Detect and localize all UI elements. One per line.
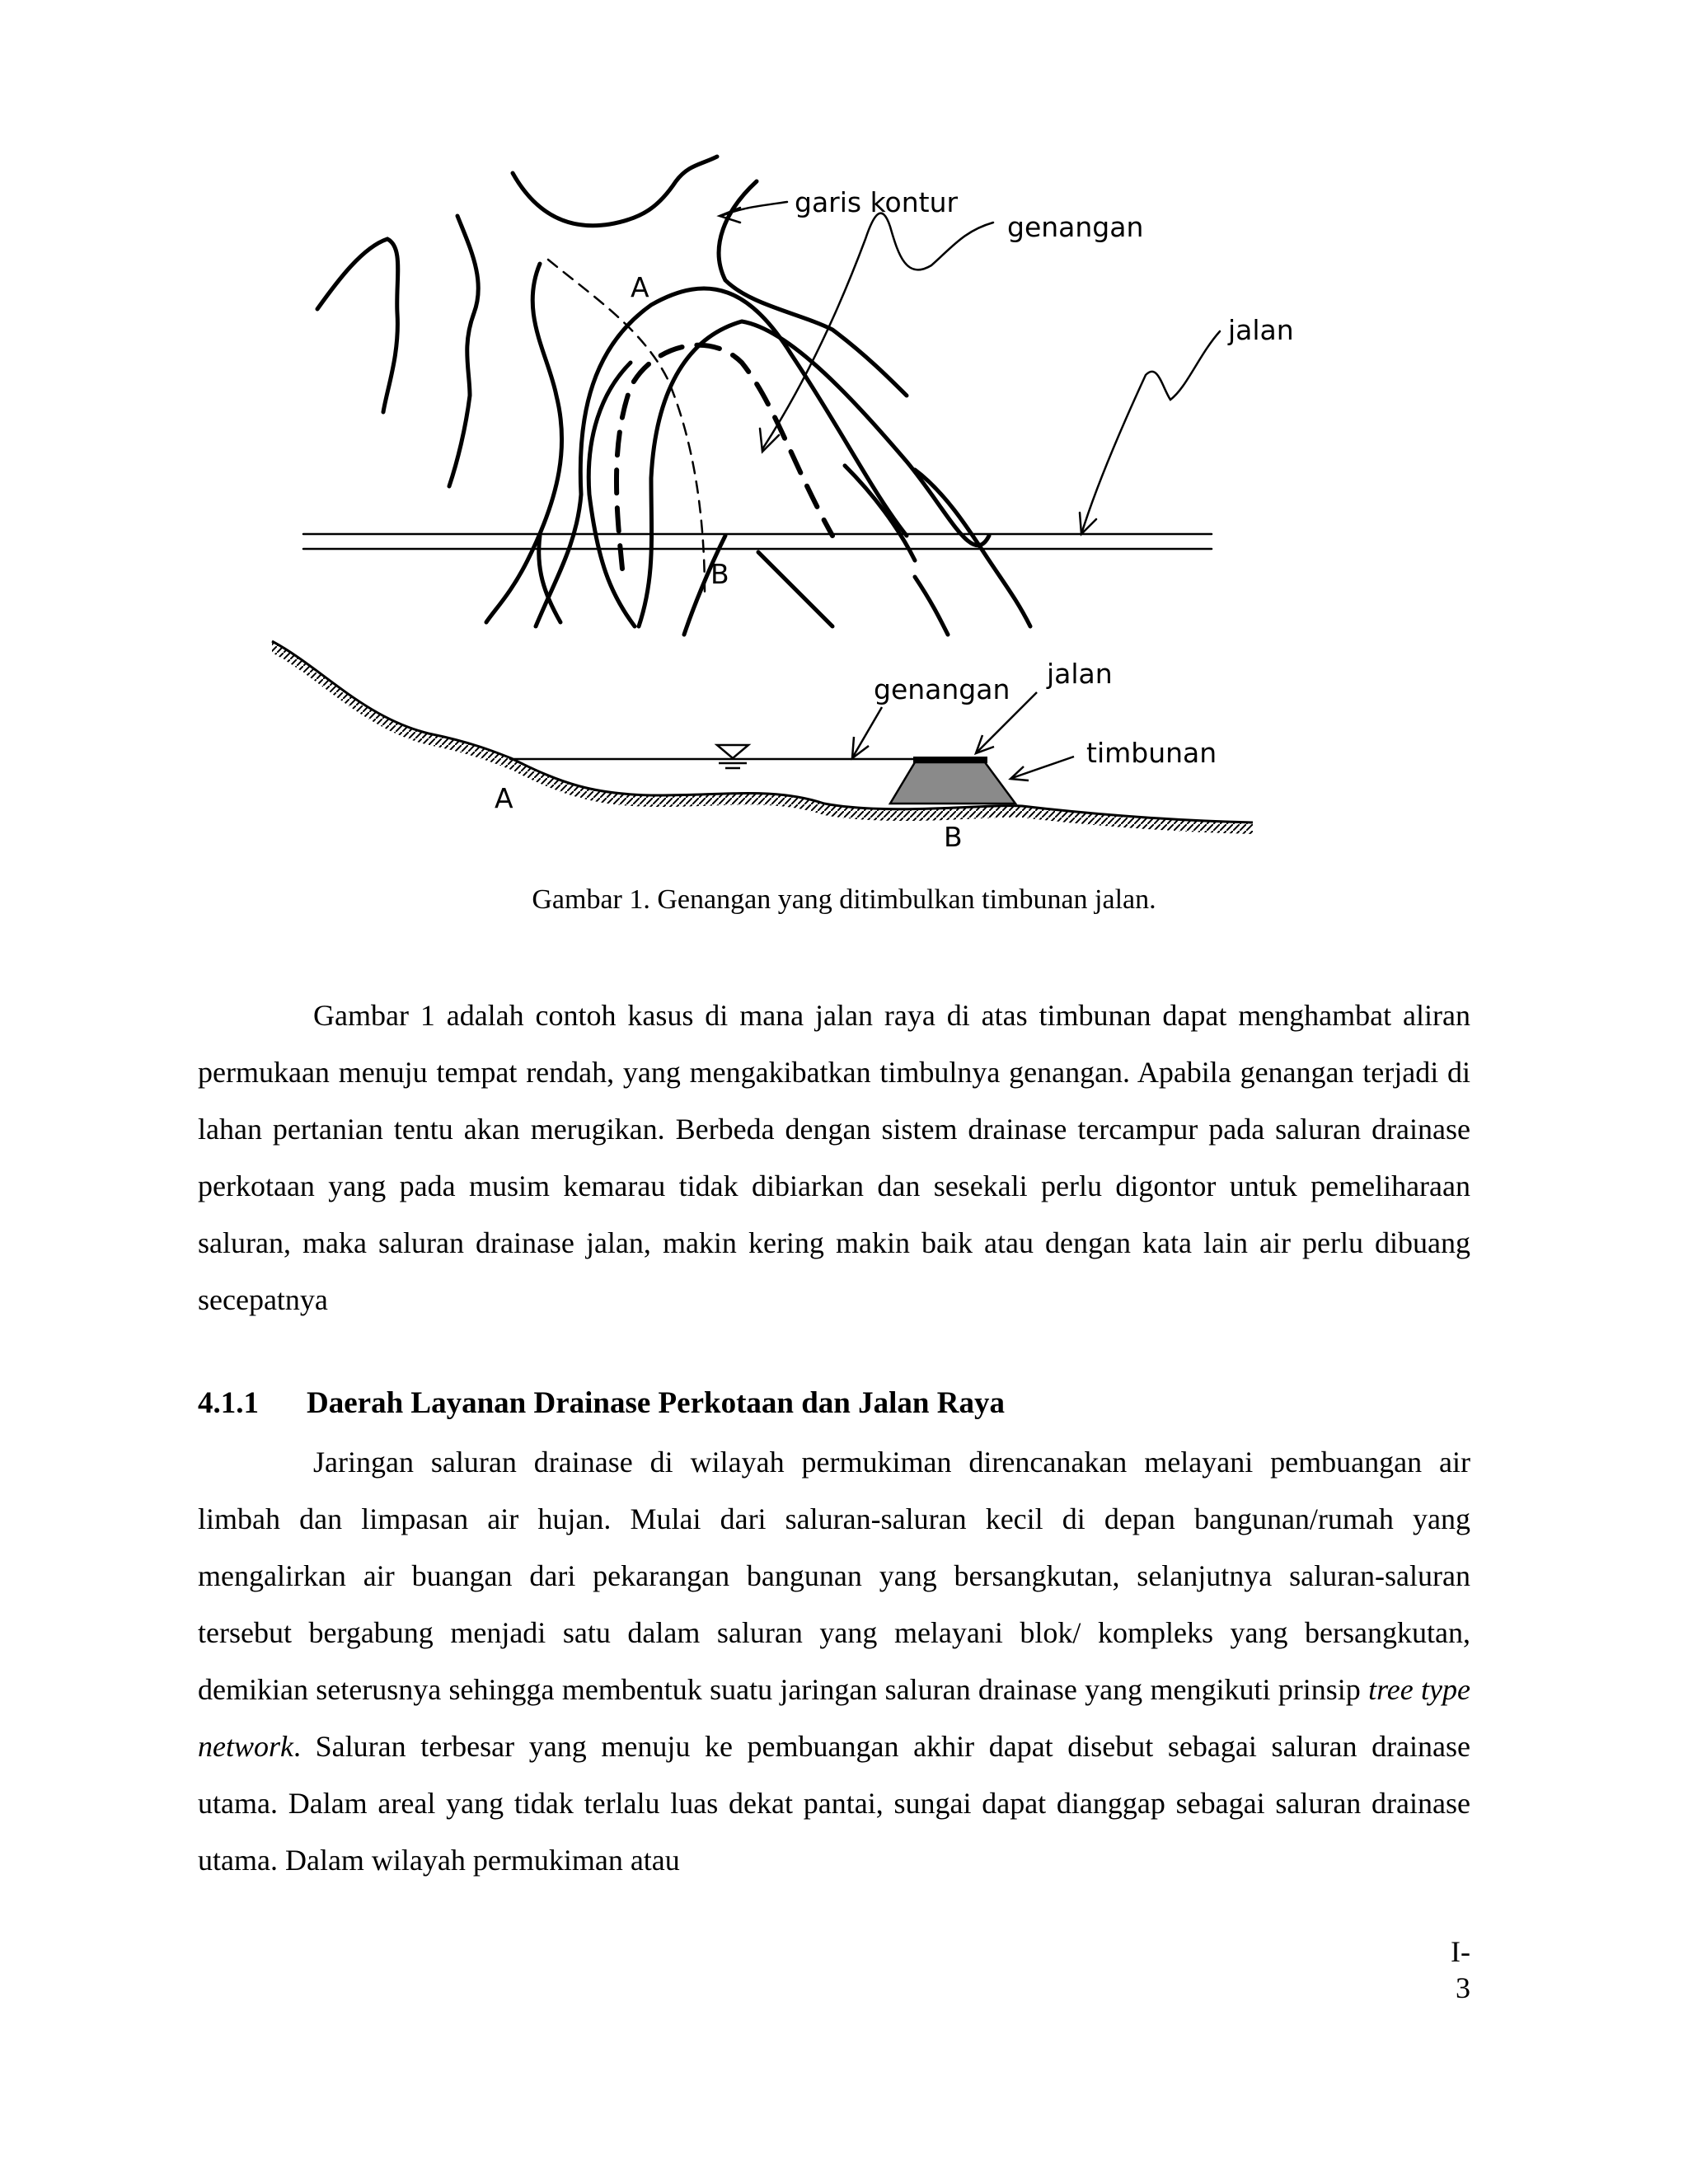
embankment <box>890 762 1015 804</box>
section-title: Daerah Layanan Drainase Perkotaan dan Jalan Raya <box>307 1386 1005 1420</box>
label-point-a-map: A <box>631 271 649 303</box>
label-point-b-map: B <box>710 558 729 590</box>
pond-arrow-head <box>760 429 779 452</box>
paragraph-2-italic-term: tree type network <box>198 1673 1470 1763</box>
contour-line <box>317 239 398 412</box>
figure-genangan-timbunan <box>0 0 1688 874</box>
road-arrow-line <box>1081 331 1220 534</box>
label-pond-map: genangan <box>1007 211 1144 243</box>
pond-section-arrow <box>853 707 882 757</box>
pond-arrow-line <box>762 213 993 449</box>
label-pond-section: genangan <box>874 673 1010 705</box>
contour-line <box>639 321 989 626</box>
paragraph-1 <box>198 987 1470 1329</box>
contour-line <box>845 466 915 560</box>
paragraph-2 <box>198 1434 1470 1889</box>
label-point-b-section: B <box>944 821 963 853</box>
water-level-symbol <box>717 745 748 758</box>
paragraph-2-text-before: Jaringan saluran drainase di wilayah permukiman direncanakan melayani pembuangan air limbah dan limpasan air hujan. Mulai dari saluran-saluran kecil di depan bangunan/rumah yang mengalirkan air buangan dari pekarangan bangunan yang bersangkutan, selanjutnya saluran-saluran tersebut bergabung menjadi satu dalam saluran yang melayani blok/ kompleks yang bersangkutan, demikian seterusnya sehingga membentuk suatu jaringan saluran drainase yang mengikuti prinsip <box>198 1446 1470 1706</box>
road-surface <box>913 757 987 763</box>
contour-line <box>486 264 562 622</box>
section-number: 4.1.1 <box>198 1386 259 1420</box>
contour-line <box>915 577 948 635</box>
label-contour: garis kontur <box>795 186 959 218</box>
figure-caption: Gambar 1. Genangan yang ditimbulkan timbunan jalan. <box>532 884 1156 915</box>
contour-line <box>449 216 478 486</box>
label-embankment: timbunan <box>1086 737 1217 769</box>
page-number: I-3 <box>1451 1935 1470 2004</box>
label-road-section: jalan <box>1047 658 1113 690</box>
paragraph-1-text: Gambar 1 adalah contoh kasus di mana jalan raya di atas timbunan dapat menghambat aliran permukaan menuju tempat rendah, yang mengakibatkan timbulnya genangan. Apabila genangan terjadi di lahan pertanian tentu akan merugikan. Berbeda dengan sistem drainase tercampur pada saluran drainase perkotaan yang pada musim kemarau tidak dibiarkan dan sesekali perlu digontor untuk pemeliharaan saluran, maka saluran drainase jalan, makin kering makin baik atau dengan kata lain air perlu dibuang secepatnya <box>198 999 1470 1316</box>
label-road-map: jalan <box>1228 314 1294 346</box>
contour-line <box>513 157 717 226</box>
label-point-a-section: A <box>495 782 513 814</box>
paragraph-2-text-after: . Saluran terbesar yang menuju ke pembuangan akhir dapat disebut sebagai saluran drainase utama. Dalam areal yang tidak terlalu luas dekat pantai, sungai dapat dianggap sebagai saluran drainase utama. Dalam wilayah permukiman atau <box>198 1730 1470 1877</box>
contour-line <box>758 552 832 626</box>
section-heading <box>198 1384 1005 1423</box>
